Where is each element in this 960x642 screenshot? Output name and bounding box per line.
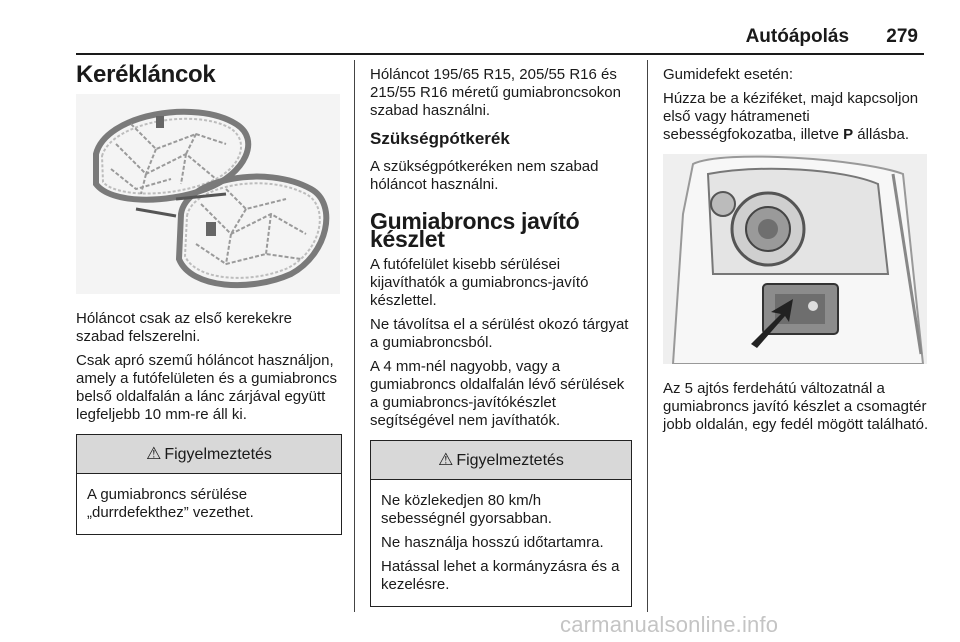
trunk-compartment-drawing (663, 154, 927, 364)
figure-caption: Az 5 ajtós ferdehátú változatnál a gumiabroncs javító készlet a csomagtér jobb oldalán, egy fedél mögött található. (663, 380, 929, 433)
paragraph (663, 90, 929, 144)
warning-text: Ne közlekedjen 80 km/h sebességnél gyorsabban. (381, 492, 552, 527)
paragraph: A futófelület kisebb sérülései kijavíthatók a gumiabroncs-javító készlettel. (370, 256, 589, 309)
paragraph: A 4 mm-nél nagyobb, vagy a gumiabroncs oldalfalán lévő sérülések a gumiabroncs-javítókészlet segítségével nem javíthatók. (370, 358, 625, 429)
column-left (76, 60, 342, 535)
paragraph: A szükségpótkeréken nem szabad hóláncot használni. (370, 158, 599, 193)
paragraph: Ne távolítsa el a sérülést okozó tárgyat a gumiabroncsból. (370, 316, 629, 351)
paragraph: Hóláncot 195/65 R15, 205/55 R16 és 215/55 R16 méretű gumiabroncsokon szabad használni. (370, 66, 621, 119)
warning-body (77, 474, 341, 534)
paragraph-text: Húzza be a kéziféket, majd kapcsoljon első vagy hátrameneti sebességfokozatba, illetve (663, 90, 919, 143)
warning-box (76, 434, 342, 535)
gear-position-label: P (843, 126, 854, 143)
warning-body (371, 480, 631, 606)
warning-header (371, 441, 631, 480)
column-divider (647, 60, 648, 612)
section-title: Autóápolás (745, 26, 850, 47)
column-divider (354, 60, 355, 612)
paragraph-text: állásba. (853, 126, 910, 143)
paragraph: Gumidefekt esetén: (663, 66, 794, 83)
section-heading: Gumiabroncs javító készlet (370, 208, 580, 252)
repair-kit-illustration (663, 154, 927, 364)
warning-title: Figyelmeztetés (456, 452, 564, 469)
warning-triangle-icon: ⚠ (146, 444, 162, 463)
section-heading: Szükségpótkerék (370, 129, 510, 148)
warning-box (370, 440, 632, 607)
warning-text: A gumiabroncs sérülése „durrdefekthez” vezethet. (87, 486, 254, 521)
snow-chain-drawing (76, 94, 340, 294)
page-number: 279 (886, 26, 918, 47)
column-right (663, 66, 929, 440)
paragraph: Hóláncot csak az első kerekekre szabad felszerelni. (76, 310, 292, 345)
warning-header (77, 435, 341, 474)
header-rule (76, 53, 924, 55)
paragraph: Csak apró szemű hóláncot használjon, amely a futófelületen és a gumiabroncs belső oldalfalán a lánc zárjával együtt legfeljebb 10 mm-re áll ki. (76, 352, 337, 423)
page-header (746, 26, 918, 48)
page-title: Kerékláncok (76, 61, 216, 88)
warning-triangle-icon: ⚠ (438, 450, 454, 469)
warning-text: Hatással lehet a kormányzásra és a kezelésre. (381, 558, 620, 593)
column-middle (370, 66, 632, 607)
warning-text: Ne használja hosszú időtartamra. (381, 534, 604, 551)
watermark: carmanualsonline.info (560, 612, 779, 637)
warning-title: Figyelmeztetés (164, 446, 272, 463)
snow-chain-illustration (76, 94, 340, 294)
